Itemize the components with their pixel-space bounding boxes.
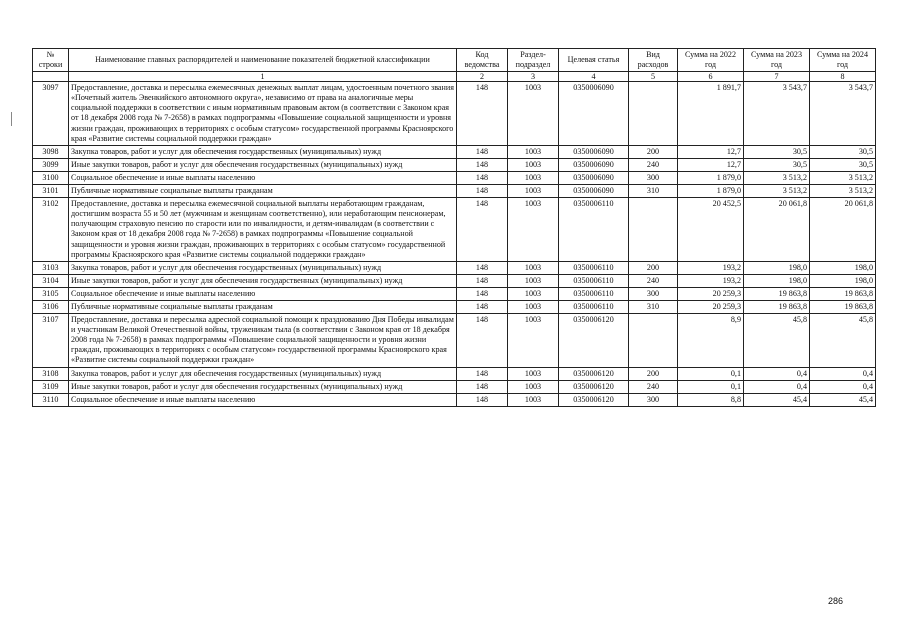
row-dept-code: 148 bbox=[457, 82, 508, 146]
header-target: Целевая статья bbox=[559, 49, 629, 72]
row-sum-2024: 3 543,7 bbox=[810, 82, 876, 146]
row-name: Предоставление, доставка и пересылка адресной социальной помощи к празднованию Дня Победы инвалидам и участникам Великой Отечественной войны, труженикам тыла (в соответствии с Законом края от 18 декабря 2008 года № 7-2658) в рамках подпрограммы «Повышение социальной защищенности и уровня жизни граждан, проживающих в территориях с особым статусом» государственной программы Красноярского края «Развитие системы социальной поддержки граждан» bbox=[69, 314, 457, 367]
header-section: Раздел-подраздел bbox=[508, 49, 559, 72]
header-sum-2024: Сумма на 2024 год bbox=[810, 49, 876, 72]
row-number: 3108 bbox=[33, 367, 69, 380]
table-row bbox=[33, 367, 876, 380]
row-sum-2023: 30,5 bbox=[744, 145, 810, 158]
budget-table bbox=[32, 48, 876, 407]
header-sum-2023: Сумма на 2023 год bbox=[744, 49, 810, 72]
row-target-article: 0350006120 bbox=[559, 314, 629, 367]
table-row bbox=[33, 82, 876, 146]
column-number: 1 bbox=[69, 72, 457, 82]
row-target-article: 0350006110 bbox=[559, 261, 629, 274]
table-row bbox=[33, 393, 876, 406]
row-sum-2024: 3 513,2 bbox=[810, 185, 876, 198]
table-header bbox=[33, 49, 876, 82]
row-section-code: 1003 bbox=[508, 145, 559, 158]
row-section-code: 1003 bbox=[508, 274, 559, 287]
row-sum-2023: 19 863,8 bbox=[744, 287, 810, 300]
row-sum-2023: 19 863,8 bbox=[744, 300, 810, 313]
row-dept-code: 148 bbox=[457, 185, 508, 198]
row-target-article: 0350006090 bbox=[559, 158, 629, 171]
row-sum-2022: 1 879,0 bbox=[678, 171, 744, 184]
row-sum-2023: 0,4 bbox=[744, 380, 810, 393]
table-row bbox=[33, 145, 876, 158]
table-row bbox=[33, 171, 876, 184]
column-number: 5 bbox=[629, 72, 678, 82]
row-expense-type: 310 bbox=[629, 185, 678, 198]
row-name: Предоставление, доставка и пересылка ежемесячных денежных выплат лицам, удостоенным почетного звания «Почетный житель Эвенкийского автономного округа», независимо от права на аналогичные меры социальной поддержки в соответствии с иным нормативным правовым актом (в соответствии с Законом края от 18 декабря 2008 года № 7-2658) в рамках подпрограммы «Повышение социальной защищенности и уровня жизни граждан, проживающих в территориях с особым статусом» государственной программы Красноярского края «Развитие системы социальной поддержки граждан» bbox=[69, 82, 457, 146]
column-number: 6 bbox=[678, 72, 744, 82]
table-row bbox=[33, 185, 876, 198]
page-number: 286 bbox=[828, 596, 844, 606]
header-dept: Код ведомства bbox=[457, 49, 508, 72]
row-target-article: 0350006090 bbox=[559, 185, 629, 198]
header-exp-type: Вид расходов bbox=[629, 49, 678, 72]
header-row-no: № строки bbox=[33, 49, 69, 72]
row-number: 3107 bbox=[33, 314, 69, 367]
row-dept-code: 148 bbox=[457, 367, 508, 380]
row-section-code: 1003 bbox=[508, 300, 559, 313]
table-row bbox=[33, 274, 876, 287]
header-name: Наименование главных распорядителей и наименование показателей бюджетной классификации bbox=[69, 49, 457, 72]
row-sum-2022: 20 259,3 bbox=[678, 300, 744, 313]
row-target-article: 0350006120 bbox=[559, 367, 629, 380]
row-sum-2022: 8,9 bbox=[678, 314, 744, 367]
row-section-code: 1003 bbox=[508, 82, 559, 146]
row-name: Социальное обеспечение и иные выплаты населению bbox=[69, 171, 457, 184]
row-sum-2023: 3 543,7 bbox=[744, 82, 810, 146]
row-number: 3099 bbox=[33, 158, 69, 171]
row-sum-2024: 0,4 bbox=[810, 367, 876, 380]
row-expense-type: 300 bbox=[629, 287, 678, 300]
row-sum-2022: 8,8 bbox=[678, 393, 744, 406]
row-number: 3105 bbox=[33, 287, 69, 300]
row-expense-type: 240 bbox=[629, 380, 678, 393]
row-name: Публичные нормативные социальные выплаты гражданам bbox=[69, 300, 457, 313]
column-number: 2 bbox=[457, 72, 508, 82]
row-expense-type: 300 bbox=[629, 393, 678, 406]
row-sum-2022: 0,1 bbox=[678, 367, 744, 380]
row-name: Закупка товаров, работ и услуг для обеспечения государственных (муниципальных) нужд bbox=[69, 145, 457, 158]
row-section-code: 1003 bbox=[508, 185, 559, 198]
row-sum-2024: 3 513,2 bbox=[810, 171, 876, 184]
row-name: Публичные нормативные социальные выплаты гражданам bbox=[69, 185, 457, 198]
row-number: 3109 bbox=[33, 380, 69, 393]
row-sum-2022: 1 891,7 bbox=[678, 82, 744, 146]
budget-table-sheet bbox=[32, 48, 875, 407]
row-section-code: 1003 bbox=[508, 158, 559, 171]
row-sum-2023: 198,0 bbox=[744, 274, 810, 287]
header-sum-2022: Сумма на 2022 год bbox=[678, 49, 744, 72]
table-row bbox=[33, 158, 876, 171]
row-dept-code: 148 bbox=[457, 145, 508, 158]
row-dept-code: 148 bbox=[457, 380, 508, 393]
row-sum-2022: 12,7 bbox=[678, 145, 744, 158]
row-dept-code: 148 bbox=[457, 274, 508, 287]
row-sum-2024: 20 061,8 bbox=[810, 198, 876, 262]
header-row bbox=[33, 49, 876, 72]
column-number: 3 bbox=[508, 72, 559, 82]
row-target-article: 0350006110 bbox=[559, 287, 629, 300]
margin-mark bbox=[11, 112, 12, 126]
row-name: Иные закупки товаров, работ и услуг для обеспечения государственных (муниципальных) нужд bbox=[69, 274, 457, 287]
table-row bbox=[33, 261, 876, 274]
row-sum-2024: 45,8 bbox=[810, 314, 876, 367]
row-dept-code: 148 bbox=[457, 171, 508, 184]
column-number bbox=[33, 72, 69, 82]
row-section-code: 1003 bbox=[508, 314, 559, 367]
row-number: 3104 bbox=[33, 274, 69, 287]
row-expense-type: 200 bbox=[629, 261, 678, 274]
row-number: 3100 bbox=[33, 171, 69, 184]
row-dept-code: 148 bbox=[457, 261, 508, 274]
row-name: Иные закупки товаров, работ и услуг для обеспечения государственных (муниципальных) нужд bbox=[69, 380, 457, 393]
row-number: 3106 bbox=[33, 300, 69, 313]
row-sum-2024: 0,4 bbox=[810, 380, 876, 393]
row-expense-type: 240 bbox=[629, 158, 678, 171]
row-section-code: 1003 bbox=[508, 198, 559, 262]
row-target-article: 0350006120 bbox=[559, 393, 629, 406]
row-sum-2022: 1 879,0 bbox=[678, 185, 744, 198]
table-row bbox=[33, 380, 876, 393]
row-sum-2023: 20 061,8 bbox=[744, 198, 810, 262]
row-number: 3101 bbox=[33, 185, 69, 198]
row-sum-2023: 45,8 bbox=[744, 314, 810, 367]
row-expense-type bbox=[629, 314, 678, 367]
row-target-article: 0350006110 bbox=[559, 198, 629, 262]
row-sum-2023: 198,0 bbox=[744, 261, 810, 274]
row-name: Социальное обеспечение и иные выплаты населению bbox=[69, 393, 457, 406]
column-number-row bbox=[33, 72, 876, 82]
row-sum-2024: 45,4 bbox=[810, 393, 876, 406]
row-name: Социальное обеспечение и иные выплаты населению bbox=[69, 287, 457, 300]
row-expense-type: 300 bbox=[629, 171, 678, 184]
row-sum-2023: 0,4 bbox=[744, 367, 810, 380]
row-target-article: 0350006090 bbox=[559, 82, 629, 146]
row-target-article: 0350006090 bbox=[559, 145, 629, 158]
row-target-article: 0350006120 bbox=[559, 380, 629, 393]
table-row bbox=[33, 300, 876, 313]
row-name: Закупка товаров, работ и услуг для обеспечения государственных (муниципальных) нужд bbox=[69, 367, 457, 380]
row-dept-code: 148 bbox=[457, 314, 508, 367]
row-sum-2023: 3 513,2 bbox=[744, 185, 810, 198]
row-sum-2023: 3 513,2 bbox=[744, 171, 810, 184]
row-sum-2024: 30,5 bbox=[810, 145, 876, 158]
table-row bbox=[33, 314, 876, 367]
row-expense-type bbox=[629, 82, 678, 146]
row-name: Предоставление, доставка и пересылка ежемесячной социальной выплаты неработающим гражданам, достигшим возраста 55 и 50 лет (мужчинам и женщинам соответственно), или неработающим пенсионерам, получающим страховую пенсию по старости или по инвалидности, и детям-инвалидам (в соответствии с Законом края от 18 декабря 2008 года № 7-2658) в рамках подпрограммы «Повышение социальной защищенности и уровня жизни граждан, проживающих в территориях с особым статусом» государственной программы Красноярского края «Развитие системы социальной поддержки граждан» bbox=[69, 198, 457, 262]
row-target-article: 0350006090 bbox=[559, 171, 629, 184]
row-sum-2024: 198,0 bbox=[810, 274, 876, 287]
row-expense-type: 200 bbox=[629, 367, 678, 380]
row-sum-2024: 19 863,8 bbox=[810, 300, 876, 313]
row-sum-2022: 0,1 bbox=[678, 380, 744, 393]
row-section-code: 1003 bbox=[508, 393, 559, 406]
row-number: 3103 bbox=[33, 261, 69, 274]
column-number: 8 bbox=[810, 72, 876, 82]
row-expense-type: 310 bbox=[629, 300, 678, 313]
row-name: Иные закупки товаров, работ и услуг для обеспечения государственных (муниципальных) нужд bbox=[69, 158, 457, 171]
column-number: 7 bbox=[744, 72, 810, 82]
row-expense-type: 240 bbox=[629, 274, 678, 287]
table-body bbox=[33, 82, 876, 407]
row-expense-type: 200 bbox=[629, 145, 678, 158]
row-section-code: 1003 bbox=[508, 261, 559, 274]
row-dept-code: 148 bbox=[457, 158, 508, 171]
row-expense-type bbox=[629, 198, 678, 262]
column-number: 4 bbox=[559, 72, 629, 82]
row-dept-code: 148 bbox=[457, 393, 508, 406]
row-sum-2022: 20 259,3 bbox=[678, 287, 744, 300]
row-name: Закупка товаров, работ и услуг для обеспечения государственных (муниципальных) нужд bbox=[69, 261, 457, 274]
row-section-code: 1003 bbox=[508, 367, 559, 380]
row-section-code: 1003 bbox=[508, 380, 559, 393]
row-target-article: 0350006110 bbox=[559, 300, 629, 313]
row-section-code: 1003 bbox=[508, 287, 559, 300]
row-sum-2022: 20 452,5 bbox=[678, 198, 744, 262]
row-sum-2022: 193,2 bbox=[678, 261, 744, 274]
row-section-code: 1003 bbox=[508, 171, 559, 184]
row-dept-code: 148 bbox=[457, 300, 508, 313]
row-sum-2023: 45,4 bbox=[744, 393, 810, 406]
row-sum-2024: 30,5 bbox=[810, 158, 876, 171]
row-sum-2024: 198,0 bbox=[810, 261, 876, 274]
row-dept-code: 148 bbox=[457, 198, 508, 262]
row-target-article: 0350006110 bbox=[559, 274, 629, 287]
row-sum-2024: 19 863,8 bbox=[810, 287, 876, 300]
table-row bbox=[33, 198, 876, 262]
row-sum-2022: 193,2 bbox=[678, 274, 744, 287]
row-number: 3098 bbox=[33, 145, 69, 158]
row-number: 3110 bbox=[33, 393, 69, 406]
row-number: 3097 bbox=[33, 82, 69, 146]
row-number: 3102 bbox=[33, 198, 69, 262]
row-sum-2022: 12,7 bbox=[678, 158, 744, 171]
table-row bbox=[33, 287, 876, 300]
row-dept-code: 148 bbox=[457, 287, 508, 300]
row-sum-2023: 30,5 bbox=[744, 158, 810, 171]
